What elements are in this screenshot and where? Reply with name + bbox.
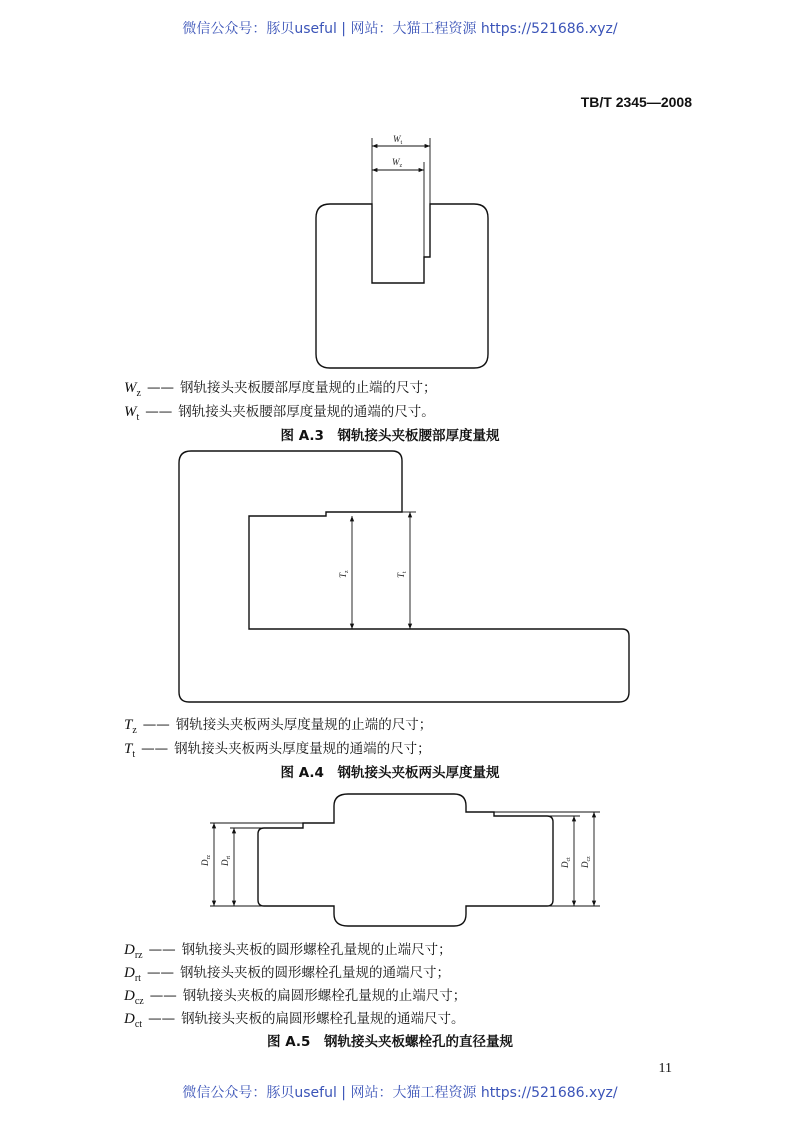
a5-gauge-outline: [258, 794, 553, 926]
a5-legend-item-dct: $D_{ct}$ —— 钢轨接头夹板的扁圆形螺栓孔量规的通端尺寸。: [124, 1011, 465, 1030]
figure-a3-caption: 图 A.3 钢轨接头夹板腰部厚度量规: [280, 428, 500, 444]
figure-a3-drawing: [316, 204, 488, 368]
a3-dimensions: [372, 138, 430, 257]
a4-dimensions: [352, 512, 416, 629]
figure-a4-caption: 图 A.4 钢轨接头夹板两头厚度量规: [280, 765, 500, 781]
a4-dim-label-tt: $T_t$: [396, 571, 408, 578]
watermark-top: 微信公众号：豚贝useful | 网站：大猫工程资源 https://521686.xyz/: [182, 21, 618, 37]
a3-dim-label-wt: $W_t$: [393, 134, 403, 146]
a5-legend-item-drt: $D_{rt}$ —— 钢轨接头夹板的圆形螺栓孔量规的通端尺寸；: [124, 965, 450, 984]
a5-dim-label-drt: $D_{rt}$: [220, 855, 232, 866]
a4-dim-label-tz: $T_z$: [338, 570, 350, 578]
a5-legend-item-drz: $D_{rz}$ —— 钢轨接头夹板的圆形螺栓孔量规的止端尺寸；: [124, 942, 452, 961]
watermark-bottom: 微信公众号：豚贝useful | 网站：大猫工程资源 https://521686.xyz/: [182, 1085, 618, 1101]
a3-gauge-outline: [316, 204, 488, 368]
a5-dim-label-dct: $D_{ct}$: [560, 857, 572, 868]
a4-legend-item-tt: $T_t$ —— 钢轨接头夹板两头厚度量规的通端的尺寸；: [124, 741, 431, 760]
a5-dimensions: [210, 812, 600, 906]
a3-legend-item-wz: $W_z$ —— 钢轨接头夹板腰部厚度量规的止端的尺寸；: [124, 380, 437, 399]
a4-legend-item-tz: $T_z$ —— 钢轨接头夹板两头厚度量规的止端的尺寸；: [124, 717, 433, 736]
standard-number: TB/T 2345—2008: [580, 94, 692, 110]
page-number: 11: [658, 1061, 672, 1076]
a5-legend-item-dcz: $D_{cz}$ —— 钢轨接头夹板的扁圆形螺栓孔量规的止端尺寸；: [124, 988, 467, 1007]
figure-a5-drawing: [258, 794, 553, 926]
a3-dim-label-wz: $W_z$: [392, 157, 403, 169]
a3-legend-item-wt: $W_t$ —— 钢轨接头夹板腰部厚度量规的通端的尺寸。: [124, 404, 435, 423]
a5-dim-label-dcz: $D_{cz}$: [580, 856, 592, 868]
figure-a5-caption: 图 A.5 钢轨接头夹板螺栓孔的直径量规: [267, 1034, 513, 1050]
a5-dim-label-drz: $D_{rz}$: [200, 854, 212, 866]
